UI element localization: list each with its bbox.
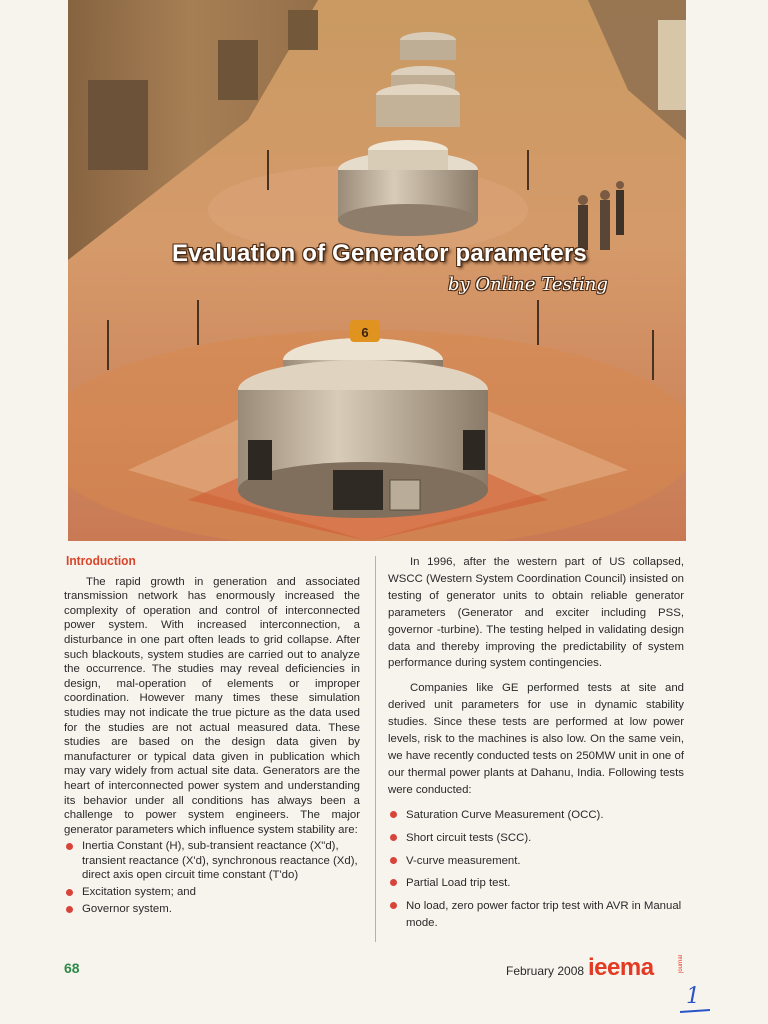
test-list [388,807,684,932]
bullet-icon [390,902,397,909]
bullet-icon [66,889,73,896]
list-item: Partial Load trip test. [388,875,684,892]
list-item: Short circuit tests (SCC). [388,830,684,847]
bullet-icon [390,857,397,864]
ieema-logo: ieema [588,954,654,981]
list-item: Excitation system; and [64,885,360,900]
list-item: No load, zero power factor trip test with AVR in Manual mode. [388,898,684,932]
bullet-icon [390,879,397,886]
wscc-paragraph: In 1996, after the western part of US collapsed, WSCC (Western System Coordination Council) insisted on testing of generator units to obtain reliable generator parameters (Generator and exciter including PSS, governor -turbine). The testing helped in validating design data and thereby improving the predictability of system performance during system contingencies. [388,556,684,670]
left-column [64,554,360,918]
handwritten-page-mark: 1 [686,984,700,1009]
parameter-list [64,839,360,916]
cover-photo [68,0,686,541]
list-item: Governor system. [64,902,360,917]
bullet-icon [66,906,73,913]
article-subtitle: by Online Testing [448,274,608,295]
testing-paragraph: Companies like GE performed tests at site and derived unit parameters for use in dynamic stability studies. Since these tests are performed at low power levels, risk to the machines is also low. On the same vein, we have recently conducted tests on 250MW unit in one of our thermal power plants at Dahanu, India. Following tests were conducted: [388,682,684,796]
unit-number-marker: 6 [361,325,369,340]
issue-date: February 2008 [506,964,585,978]
introduction-paragraph: The rapid growth in generation and associated transmission network has enormously increased the complexity of operation and control of interconnected power system. With increased interconnection, a disturbance in one part often leads to grid collapse. After such blackouts, system studies are carried out to analyze the occurrence. The studies may reveal deficiencies in design, mal-operation of elements or improper coordination. However many times these simulation studies may not indicate the true picture as the data used for the studies are not actual measured data. These studies are based on the design data given by manufacturer or typical data given in publication which may vary widely from actual site data. Generators are the heart of interconnected power system and understanding its behavior under all conditions has always been a challenge to power system engineers. The major generator parameters which influence system stability are: [64,575,360,836]
handwritten-underline [680,1009,710,1013]
bullet-icon [66,843,73,850]
list-item: Inertia Constant (H), sub-transient reactance (X"d), transient reactance (X'd), synchronous reactance (Xd), direct axis open circuit time constant (T'do) [64,839,360,883]
bullet-icon [390,834,397,841]
page-number: 68 [64,960,80,976]
article-title: Evaluation of Generator parameters [172,240,587,267]
right-column [388,554,684,938]
ieema-logo-subtext: journal [678,955,684,974]
list-item: Saturation Curve Measurement (OCC). [388,807,684,824]
column-divider [375,556,376,942]
introduction-heading: Introduction [66,553,136,568]
list-item: V-curve measurement. [388,853,684,870]
bullet-icon [390,811,397,818]
